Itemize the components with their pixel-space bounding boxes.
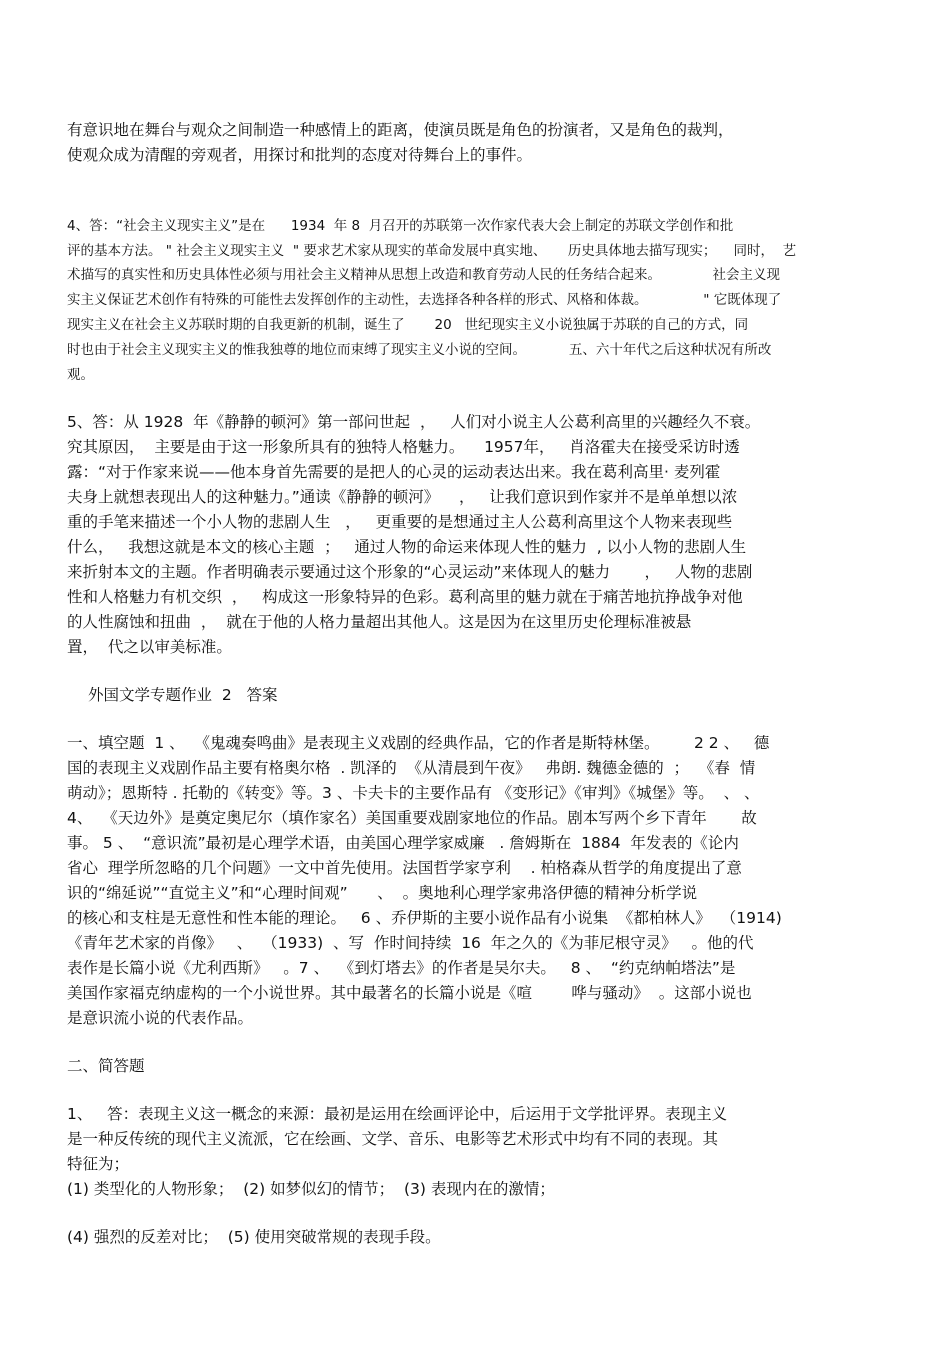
answer-4-line: 4、答：“社会主义现实主义”是在 1934 年 8 月召开的苏联第一次作家代表大会上制定的苏联文学创作和批	[67, 218, 734, 234]
fill-blank-line: 4、 《天边外》是奠定奥尼尔（填作家名）美国重要戏剧家地位的作品。剧本写两个乡下青年 故	[67, 809, 757, 827]
answer-4-line: 时也由于社会主义现实主义的惟我独尊的地位而束缚了现实主义小说的空间。 五、六十年代之后这种状况有所改	[67, 342, 772, 358]
short-answer-line: 特征为；	[67, 1155, 130, 1173]
fill-blank-line: 美国作家福克纳虚构的一个小说世界。其中最著名的长篇小说是《喧 哗与骚动》 。这部小说也	[67, 984, 752, 1002]
answer-5-line: 的人性腐蚀和扭曲 ， 就在于他的人格力量超出其他人。这是因为在这里历史伦理标准被悬	[67, 613, 692, 631]
fill-blank-line: 萌动》；恩斯特 . 托勒的《转变》等。3 、卡夫卡的主要作品有 《变形记》《审判》《城堡》等。 、 、	[67, 784, 760, 802]
fill-blank-line: 表作是长篇小说《尤利西斯》 。7 、 《到灯塔去》的作者是吴尔夫。 8 、 “约克纳帕塔法”是	[67, 959, 736, 977]
answer-4-line: 评的基本方法。 " 社会主义现实主义 " 要求艺术家从现实的革命发展中真实地、 历史具体地去描写现实； 同时， 艺	[67, 243, 797, 259]
fill-blank-line: 《青年艺术家的肖像》 、 （1933) 、写 作时间持续 16 年之久的《为菲尼根守灵》 。他的代	[67, 934, 754, 952]
answer-4-line: 观。	[67, 367, 94, 383]
answer-5-line: 5、答：从 1928 年《静静的顿河》第一部问世起 ， 人们对小说主人公葛利高里的兴趣经久不衰。	[67, 413, 761, 431]
section-title: 外国文学专题作业 2 答案	[88, 686, 278, 704]
answer-4-line: 现实主义在社会主义苏联时期的自我更新的机制，诞生了 20 世纪现实主义小说独属于苏联的自己的方式，同	[67, 317, 749, 333]
answer-5-line: 来折射本文的主题。作者明确表示要通过这个形象的“心灵运动”来体现人的魅力 ， 人物的悲剧	[67, 563, 753, 581]
answer-5-line: 夫身上就想表现出人的这种魅力。”通读《静静的顿河》 ， 让我们意识到作家并不是单单想以浓	[67, 488, 738, 506]
answer-5-line: 究其原因， 主要是由于这一形象所具有的独特人格魅力。 1957年， 肖洛霍夫在接受采访时透	[67, 438, 740, 456]
answer-5-line: 重的手笔来描述一个小人物的悲剧人生 ， 更重要的是想通过主人公葛利高里这个人物来表现些	[67, 513, 733, 531]
short-answer-line: 1、 答：表现主义这一概念的来源：最初是运用在绘画评论中，后运用于文学批评界。表现主义	[67, 1105, 728, 1123]
short-answer-line: (1) 类型化的人物形象； (2) 如梦似幻的情节； (3) 表现内在的激情；	[67, 1180, 555, 1198]
answer-5-line: 置， 代之以审美标准。	[67, 638, 232, 656]
short-answer-line: 是一种反传统的现代主义流派，它在绘画、文学、音乐、电影等艺术形式中均有不同的表现。其	[67, 1130, 719, 1148]
answer-5-line: 露：“对于作家来说——他本身首先需要的是把人的心灵的运动表达出来。我在葛利高里· 麦列霍	[67, 463, 721, 481]
fill-blank-line: 事。 5 、 “意识流”最初是心理学术语，由美国心理学家威廉 . 詹姆斯在 1884 年发表的《论内	[67, 834, 739, 852]
fill-blank-line: 识的“绵延说”“直觉主义”和“心理时间观” 、 。奥地利心理学家弗洛伊德的精神分析学说	[67, 884, 698, 902]
answer-4-line: 实主义保证艺术创作有特殊的可能性去发挥创作的主动性，去选择各种各样的形式、风格和体裁。 " 它既体现了	[67, 292, 782, 308]
answer-4-line: 术描写的真实性和历史具体性必须与用社会主义精神从思想上改造和教育劳动人民的任务结合起来。 社会主义现	[67, 267, 780, 283]
fill-blank-line: 的核心和支柱是无意性和性本能的理论。 6 、乔伊斯的主要小说作品有小说集 《都柏林人》 （1914)	[67, 909, 782, 927]
fill-blank-line: 一、填空题 1 、 《鬼魂奏鸣曲》是表现主义戏剧的经典作品，它的作者是斯特林堡。 2 2 、 德	[67, 734, 770, 752]
paragraph-line: 有意识地在舞台与观众之间制造一种感情上的距离，使演员既是角色的扮演者，又是角色的裁判，	[67, 121, 734, 139]
answer-5-line: 性和人格魅力有机交织 ， 构成这一形象特异的色彩。葛利高里的魅力就在于痛苦地抗挣战争对他	[67, 588, 743, 606]
section-heading: 二、简答题	[67, 1057, 145, 1075]
fill-blank-line: 国的表现主义戏剧作品主要有格奥尔格 . 凯泽的 《从清晨到午夜》 弗朗. 魏德金德的 ； 《春 情	[67, 759, 756, 777]
fill-blank-line: 省心 理学所忽略的几个问题》一文中首先使用。法国哲学家亨利 . 柏格森从哲学的角度提出了意	[67, 859, 742, 877]
paragraph-line: 使观众成为清醒的旁观者，用探讨和批判的态度对待舞台上的事件。	[67, 146, 533, 164]
answer-5-line: 什么， 我想这就是本文的核心主题 ； 通过人物的命运来体现人性的魅力 , 以小人物的悲剧人生	[67, 538, 747, 556]
fill-blank-line: 是意识流小说的代表作品。	[67, 1009, 254, 1027]
short-answer-line: (4) 强烈的反差对比； (5) 使用突破常规的表现手段。	[67, 1228, 441, 1246]
